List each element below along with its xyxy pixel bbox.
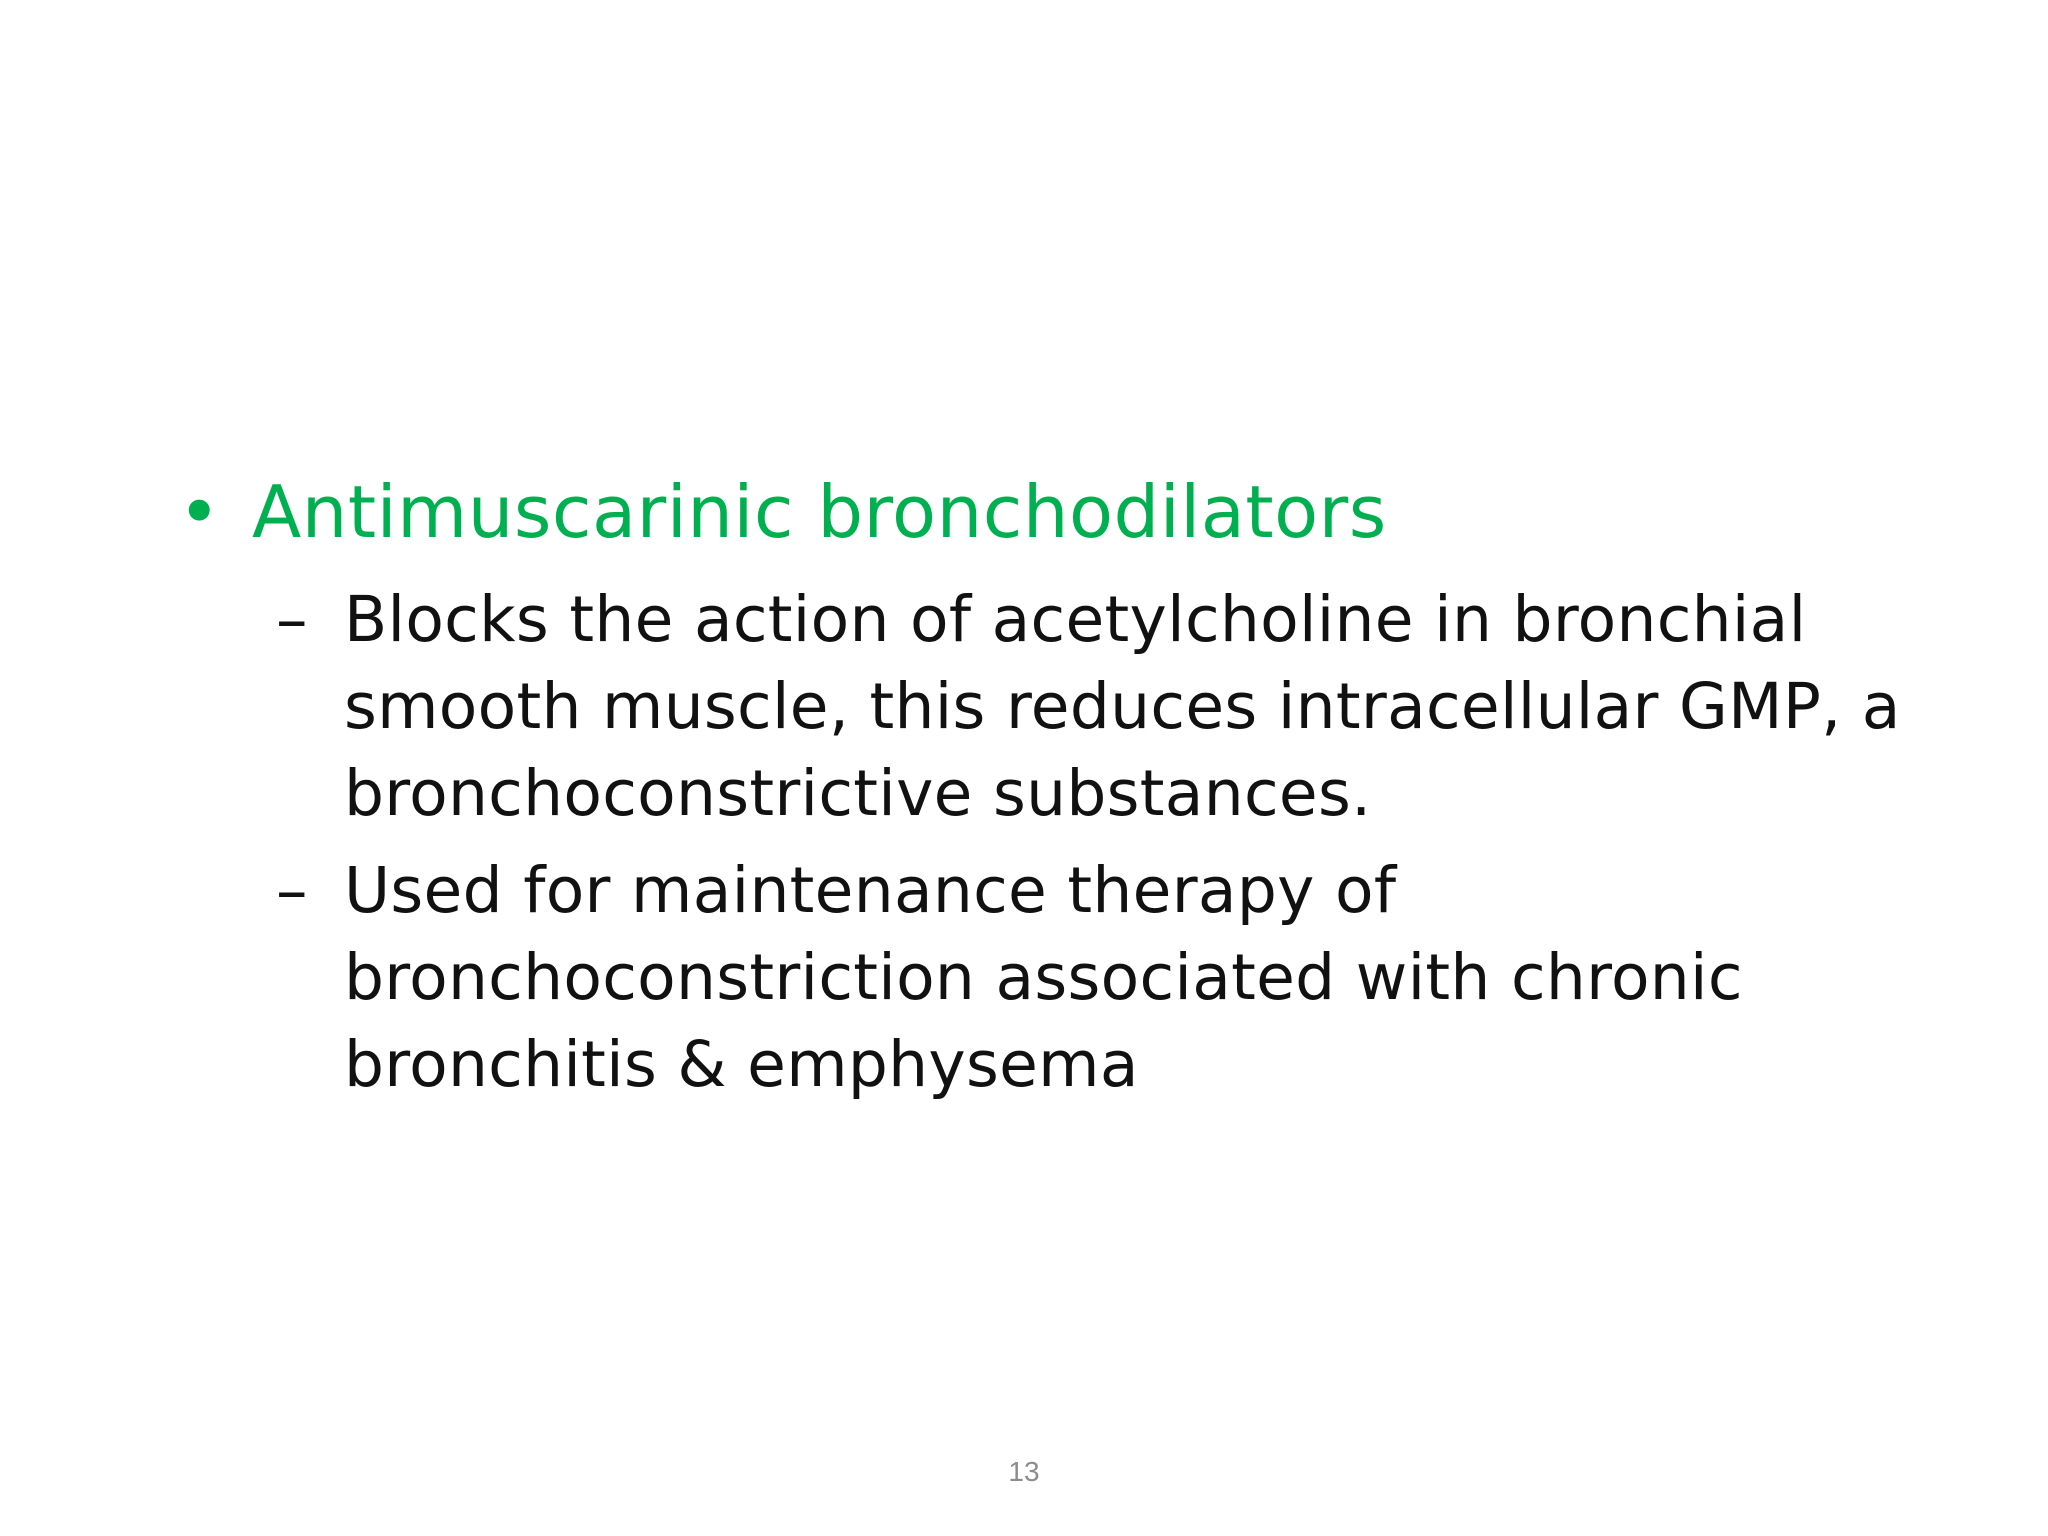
dash-marker: – <box>276 854 308 927</box>
slide-content <box>178 460 1938 1118</box>
main-bullet-text: Antimuscarinic bronchodilators <box>252 470 1387 554</box>
sub-bullet-text: Used for maintenance therapy of bronchoconstriction associated with chronic bronchitis & emphysema <box>344 854 1743 1101</box>
dash-marker: – <box>276 583 308 656</box>
sub-bullet-item <box>178 847 1938 1108</box>
sub-bullet-text: Blocks the action of acetylcholine in bronchial smooth muscle, this reduces intracellular GMP, a bronchoconstrictive substances. <box>344 583 1901 830</box>
sub-bullet-item <box>178 576 1938 837</box>
main-bullet <box>178 460 1938 564</box>
sub-bullet-list <box>178 576 1938 1108</box>
bullet-marker: • <box>178 470 221 554</box>
page-number: 13 <box>1008 1456 1040 1487</box>
